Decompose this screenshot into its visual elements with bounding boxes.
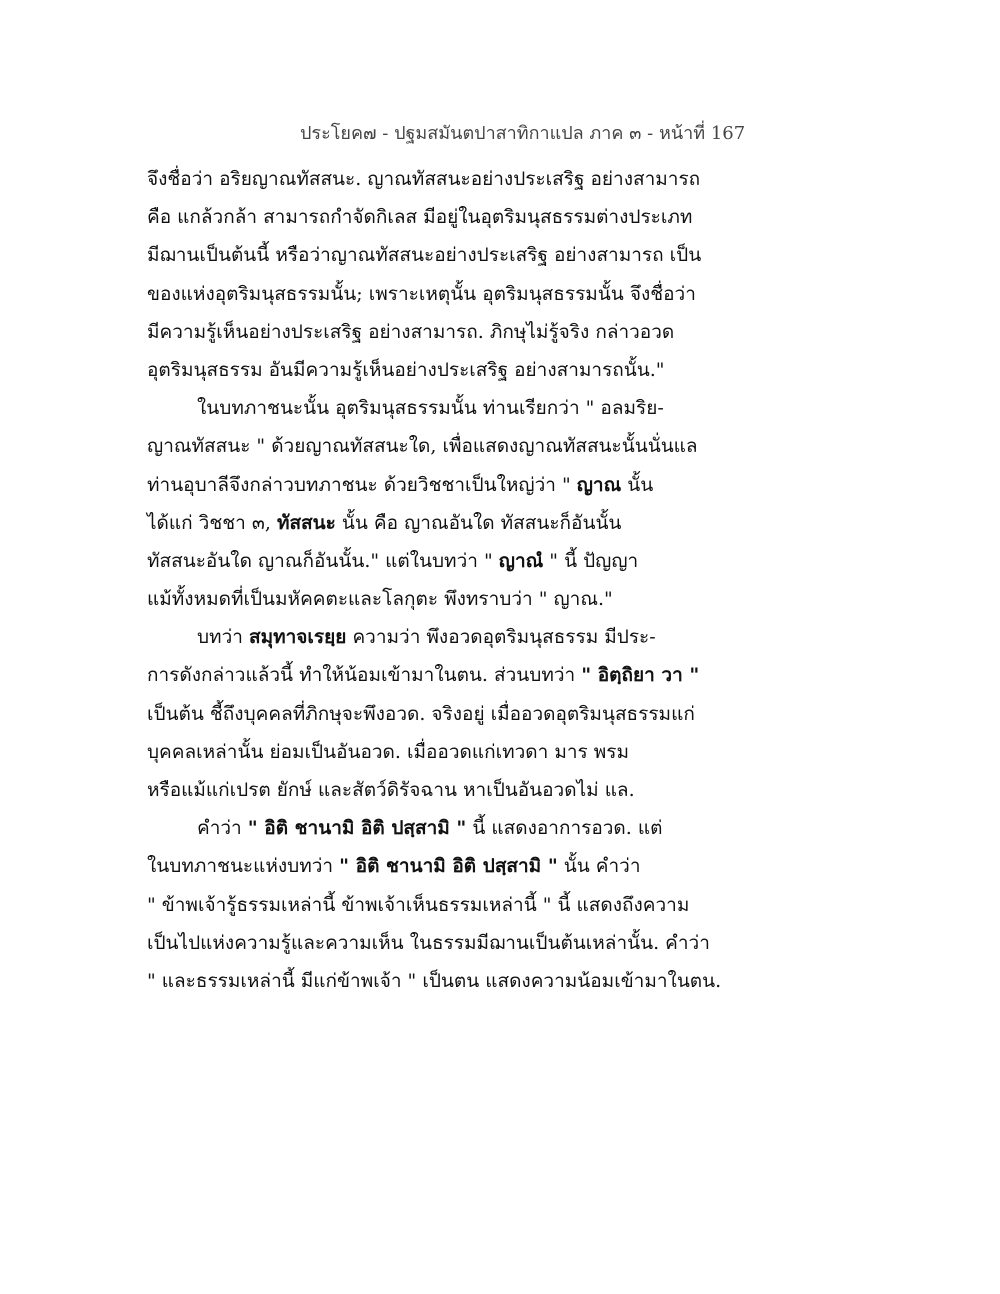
bold-term: " อิติ ชานามิ อิติ ปสฺสามิ "	[339, 855, 558, 878]
text-line: มีฌานเป็นต้นนี้ หรือว่าญาณทัสสนะอย่างประเสริฐ อย่างสามารถ เป็น	[147, 244, 702, 267]
text-line	[147, 656, 707, 694]
text-line: มีความรู้เห็นอย่างประเสริฐ อย่างสามารถ. ภิกษุไม่รู้จริง กล่าวอวด	[147, 320, 675, 343]
text-line	[147, 809, 707, 847]
text-segment: นั้น คำว่า	[563, 855, 641, 878]
text-segment: นั้น คือ ญาณอันใด ทัสสนะก็อันนั้น	[341, 511, 622, 534]
text-line	[147, 504, 707, 542]
text-line: ของแห่งอุตริมนุสธรรมนั้น; เพราะเหตุนั้น อุตริมนุสธรรมนั้น จึงชื่อว่า	[147, 282, 696, 305]
text-line: แม้ทั้งหมดที่เป็นมหัคคตะและโลกุตะ พึงทราบว่า " ญาณ."	[147, 588, 613, 611]
text-segment: ได้แก่ วิชชา ๓,	[147, 511, 271, 534]
text-segment: นั้น	[627, 473, 654, 496]
text-line	[147, 618, 707, 656]
text-line: " ข้าพเจ้ารู้ธรรมเหล่านี้ ข้าพเจ้าเห็นธรรมเหล่านี้ " นี้ แสดงถึงความ	[147, 893, 690, 916]
text-line: ญาณทัสสนะ " ด้วยญาณทัสสนะใด, เพื่อแสดงญาณทัสสนะนั้นนั่นแล	[147, 435, 698, 458]
text-line: อุตริมนุสธรรม อันมีความรู้เห็นอย่างประเสริฐ อย่างสามารถนั้น."	[147, 358, 665, 381]
text-line	[147, 542, 707, 580]
text-line: หรือแม้แก่เปรต ยักษ์ และสัตว์ดิรัจฉาน หาเป็นอันอวดไม่ แล.	[147, 779, 635, 801]
bold-term: ญาณ	[576, 473, 622, 496]
text-segment: " นี้ ปัญญา	[549, 549, 639, 572]
text-segment: การดังกล่าวแล้วนี้ ทำให้น้อมเข้ามาในตน. ส่วนบทว่า	[147, 664, 576, 687]
text-line: " และธรรมเหล่านี้ มีแก่ข้าพเจ้า " เป็นตน แสดงความน้อมเข้ามาในตน.	[147, 969, 722, 992]
text-segment: บทว่า	[197, 626, 243, 649]
text-segment: ท่านอุบาลีจึงกล่าวบทภาชนะ ด้วยวิชชาเป็นใหญ่ว่า "	[147, 473, 571, 496]
text-line: คือ แกล้วกล้า สามารถกำจัดกิเลส มีอยู่ในอุตริมนุสธรรมต่างประเภท	[147, 206, 693, 229]
text-segment: ในบทภาชนะแห่งบทว่า	[147, 855, 334, 878]
bold-term: " อิติ ชานามิ อิติ ปสฺสามิ "	[247, 817, 467, 840]
text-line: เป็นไปแห่งความรู้และความเห็น ในธรรมมีฌานเป็นต้นเหล่านั้น. คำว่า	[147, 931, 710, 954]
text-line: เป็นต้น ชี้ถึงบุคคลที่ภิกษุจะพึงอวด. จริงอยู่ เมื่ออวดอุตริมนุสธรรมแก่	[147, 702, 695, 725]
text-line: จึงชื่อว่า อริยญาณทัสสนะ. ญาณทัสสนะอย่างประเสริฐ อย่างสามารถ	[147, 168, 701, 190]
running-head: ประโยค๗ - ปฐมสมันตปาสาทิกาแปล ภาค ๓ - หน้าที่ 167	[300, 123, 746, 144]
text-line	[147, 466, 707, 504]
text-segment: นี้ แสดงอาการอวด. แต่	[472, 817, 663, 840]
text-segment: ความว่า พึงอวดอุตริมนุสธรรม มีประ-	[352, 626, 656, 649]
text-line: ในบทภาชนะนั้น อุตริมนุสธรรมนั้น ท่านเรียกว่า " อลมริย-	[197, 397, 664, 420]
body-text	[147, 160, 722, 1000]
text-segment: คำว่า	[197, 817, 242, 840]
text-line: บุคคลเหล่านั้น ย่อมเป็นอันอวด. เมื่ออวดแก่เทวดา มาร พรม	[147, 740, 630, 763]
text-line	[147, 847, 707, 885]
bold-term: " อิตฺถิยา วา "	[581, 664, 700, 687]
bold-term: สมุทาจเรยฺย	[248, 626, 347, 649]
bold-term: ญาณํ	[498, 549, 544, 572]
bold-term: ทัสสนะ	[276, 511, 336, 534]
text-segment: ทัสสนะอันใด ญาณก็อันนั้น." แต่ในบทว่า "	[147, 549, 493, 572]
